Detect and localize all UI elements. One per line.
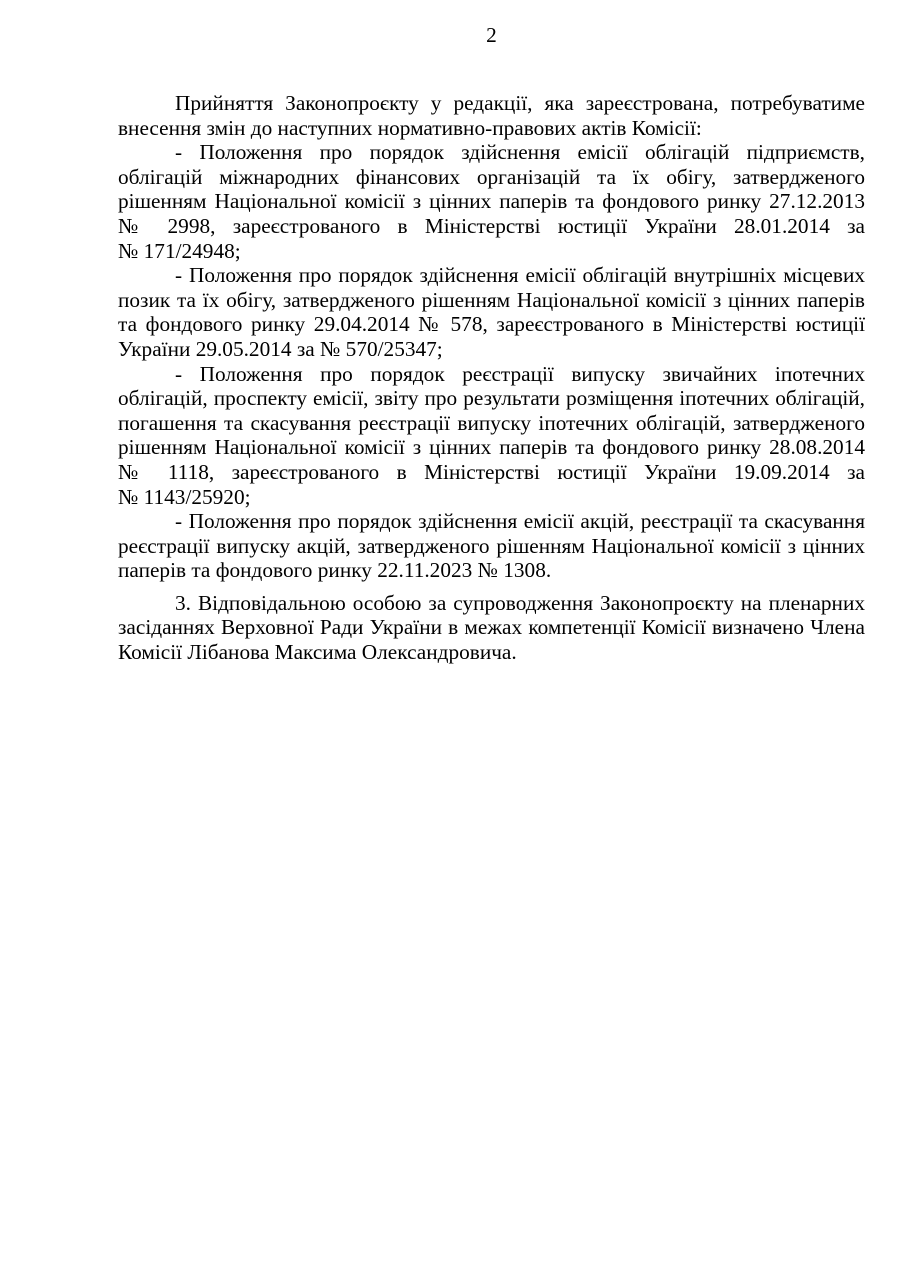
page-number: 2 [486,23,497,47]
paragraph-responsible-person: 3. Відповідальною особою за супроводження Законопроєкту на пленарних засіданнях Верховної Ради України в межах компетенції Комісії визначено Члена Комісії Лібанова Максима Олександровича. [118,590,865,665]
list-item-regulation-corporate-bonds: - Положення про порядок здійснення емісії облігацій підприємств, облігацій міжнародних фінансових організацій та їх обігу, затвердженого рішенням Національної комісії з цінних паперів та фондового ринку 27.12.2013 № 2998, зареєстрованого в Міністерстві юстиції України 28.01.2014 за № 171/24948; [118,140,865,263]
paragraph-amendments-intro: Прийняття Законопроєкту у редакції, яка зареєстрована, потребуватиме внесення змін до наступних нормативно-правових актів Комісії: [118,91,865,140]
list-item-regulation-mortgage-bonds: - Положення про порядок реєстрації випуску звичайних іпотечних облігацій, проспекту емісії, звіту про результати розміщення іпотечних облігацій, погашення та скасування реєстрації випуску іпотечних облігацій, затвердженого рішенням Національної комісії з цінних паперів та фондового ринку 28.08.2014 № 1118, зареєстрованого в Міністерстві юстиції України 19.09.2014 за № 1143/25920; [118,361,865,509]
list-item-regulation-shares: - Положення про порядок здійснення емісії акцій, реєстрації та скасування реєстрації випуску акцій, затвердженого рішенням Національної комісії з цінних паперів та фондового ринку 22.11.2023 № 1308. [118,509,865,583]
document-body [118,91,865,665]
list-item-regulation-local-loan-bonds: - Положення про порядок здійснення емісії облігацій внутрішніх місцевих позик та їх обігу, затвердженого рішенням Національної комісії з цінних паперів та фондового ринку 29.04.2014 № 578, зареєстрованого в Міністерстві юстиції України 29.05.2014 за № 570/25347; [118,263,865,361]
